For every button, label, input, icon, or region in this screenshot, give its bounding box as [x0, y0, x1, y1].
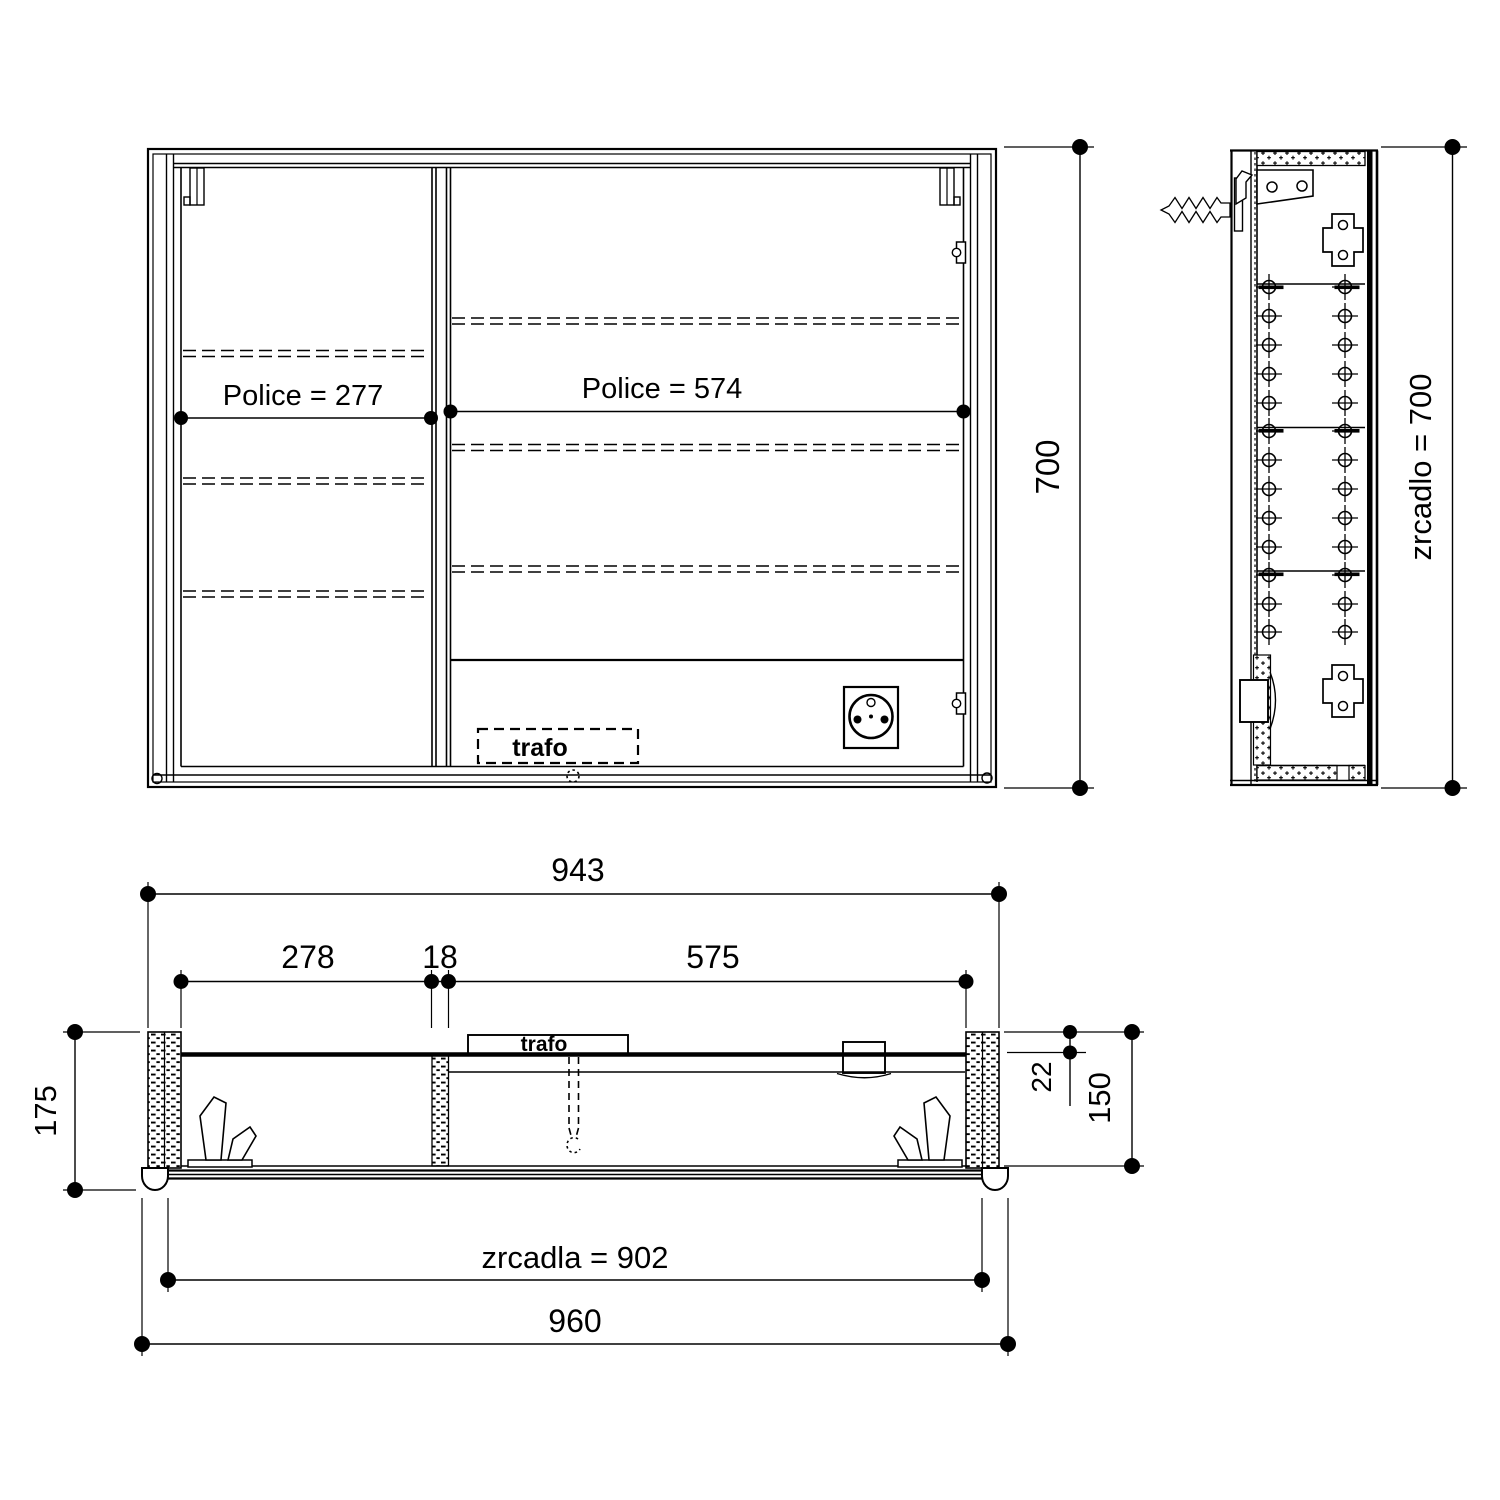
dimension-depth-175 — [28, 1024, 140, 1198]
dimension-back-22 — [1007, 1025, 1086, 1106]
dim-zrcadla-label: zrcadla = 902 — [481, 1240, 669, 1275]
dimension-mirror-902 — [160, 1198, 990, 1292]
shelf-dimension-right — [444, 373, 971, 419]
wall-screw-icon — [1161, 171, 1252, 231]
dimension-inner-depth-150 — [1004, 1024, 1144, 1174]
hinge-icons — [188, 1097, 962, 1167]
side-view — [1161, 139, 1467, 796]
center-divider — [432, 168, 451, 767]
dim-175-label: 175 — [28, 1085, 63, 1137]
cabinet-frame — [148, 149, 996, 787]
socket-icon — [844, 687, 898, 748]
dim-18-label: 18 — [422, 939, 458, 975]
front-view — [148, 139, 1094, 796]
dimension-row-278-18-575 — [174, 939, 974, 1028]
dim-22-label: 22 — [1026, 1061, 1057, 1093]
shelf-pin-icons — [1256, 274, 1358, 645]
corner-bracket-left — [184, 168, 204, 205]
adjustable-shelf-positions-right — [452, 318, 962, 572]
dim-943-label: 943 — [551, 852, 605, 888]
police-left-label: Police = 277 — [222, 380, 384, 412]
zrcadlo-label: zrcadlo = 700 — [1403, 373, 1438, 561]
corner-bracket-right — [940, 168, 960, 205]
trafo-front-label: trafo — [512, 734, 568, 762]
shelves-side — [1257, 284, 1365, 576]
police-right-label: Police = 574 — [581, 373, 743, 405]
dim-150-label: 150 — [1082, 1072, 1117, 1124]
dimension-overall-960 — [134, 1198, 1016, 1356]
dimension-943 — [140, 852, 1007, 1028]
dim-960-label: 960 — [548, 1303, 602, 1339]
shelf-dimension-left — [174, 380, 438, 425]
dim-575-label: 575 — [686, 939, 740, 975]
trafo-plan-label: trafo — [520, 1033, 568, 1056]
dim-278-label: 278 — [281, 939, 335, 975]
mirror-edge — [1367, 151, 1377, 786]
plan-view — [28, 852, 1144, 1356]
trafo-box-front — [478, 729, 638, 763]
dim-700-label: 700 — [1029, 439, 1066, 495]
dimension-mirror-height — [1381, 139, 1467, 796]
mounting-bracket-icon — [1257, 170, 1313, 204]
dimension-height-700 — [1004, 139, 1094, 796]
mirror-profile — [142, 1168, 1008, 1190]
